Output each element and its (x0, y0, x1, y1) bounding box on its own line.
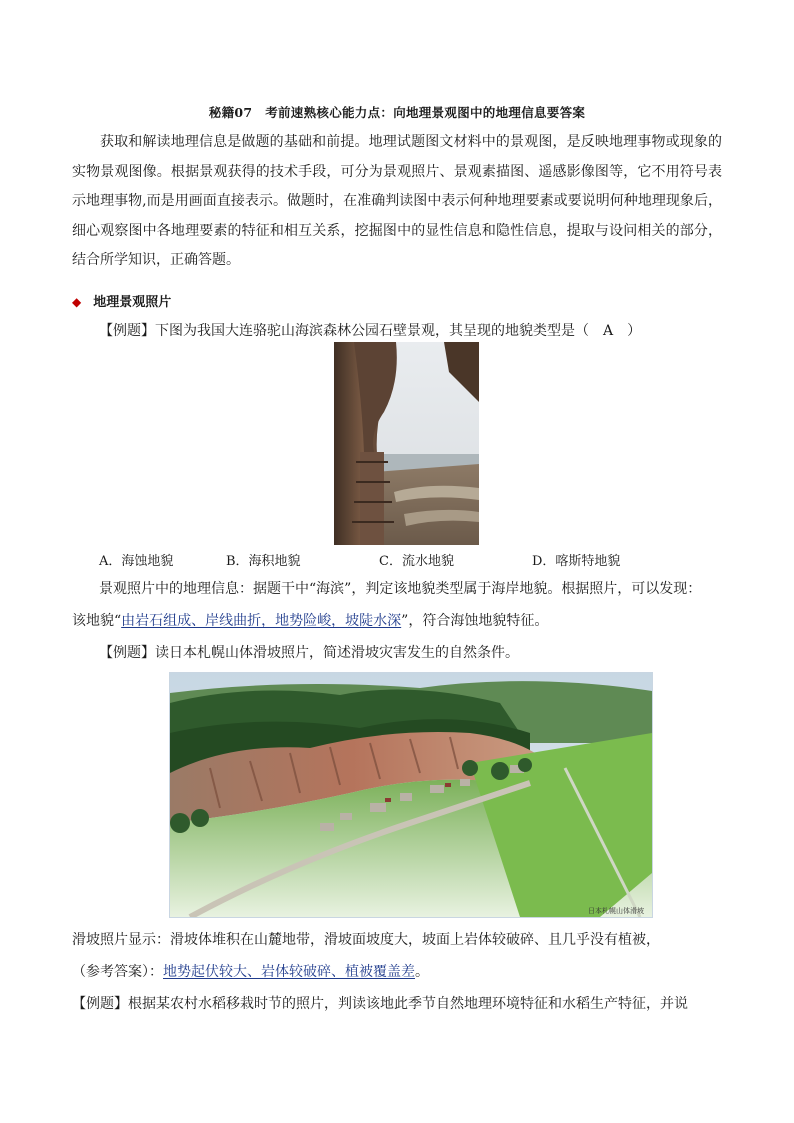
landslide-photo (169, 672, 653, 918)
section-heading (72, 291, 171, 310)
underlined-key-phrase: 由岩石组成、岸线曲折，地势险峻，坡陡水深 (121, 613, 402, 629)
example-1-analysis-line1: 景观照片中的地理信息：据题干中“海滨”，判定该地貌类型属于海岸地貌。根据照片，可以发现： (99, 581, 702, 597)
section-heading-text: 地理景观照片 (93, 295, 172, 310)
option-b: B．海积地貌 (226, 554, 301, 569)
option-a: A．海蚀地貌 (99, 554, 174, 569)
example-1-analysis-line2 (72, 610, 548, 630)
sea-cliff-photo (334, 342, 479, 545)
underlined-answer: 地势起伏较大、岩体较破碎、植被覆盖差 (163, 964, 415, 980)
example-2-analysis: 滑坡照片显示：滑坡体堆积在山麓地带，滑坡面坡度大，坡面上岩体较破碎、且几乎没有植被， (72, 932, 660, 948)
page-title: 秘籍07 考前速熟核心能力点：向地理景观图中的地理信息要答案 (208, 105, 586, 120)
example-2-question: 【例题】读日本札幌山体滑坡照片，简述滑坡灾害发生的自然条件。 (99, 645, 519, 661)
analysis-text: 该地貌“ (72, 613, 122, 629)
example-3-question: 【例题】根据某农村水稻移栽时节的照片，判读该地此季节自然地理环境特征和水稻生产特征，并说 (72, 996, 688, 1012)
answer-text: 。 (415, 964, 429, 980)
diamond-bullet-icon: ◆ (72, 295, 82, 309)
intro-paragraph: 获取和解读地理信息是做题的基础和前提。地理试题图文材料中的景观图，是反映地理事物或现象的实物景观图像。根据景观获得的技术手段，可分为景观照片、景观素描图、遥感影像图等，它不用符号表示地理事物,而是用画面直接表示。做题时，在准确判读图中表示何种地理要素或要说明何种地理现象后，细心观察图中各地理要素的特征和相互关系，挖掘图中的显性信息和隐性信息，提取与设问相关的部分，结合所学知识，正确答题。 (72, 134, 722, 268)
option-c: C．流水地貌 (379, 554, 454, 569)
example-2-answer (72, 961, 429, 981)
analysis-text: ”，符合海蚀地貌特征。 (401, 613, 549, 629)
photo-caption: 日本札幌山体滑坡 (588, 907, 644, 915)
example-1-question: 【例题】下图为我国大连骆驼山海滨森林公园石壁景观，其呈现的地貌类型是（ A ） (99, 323, 642, 339)
answer-label: （参考答案）： (72, 964, 163, 980)
option-d: D．喀斯特地貌 (532, 554, 621, 569)
